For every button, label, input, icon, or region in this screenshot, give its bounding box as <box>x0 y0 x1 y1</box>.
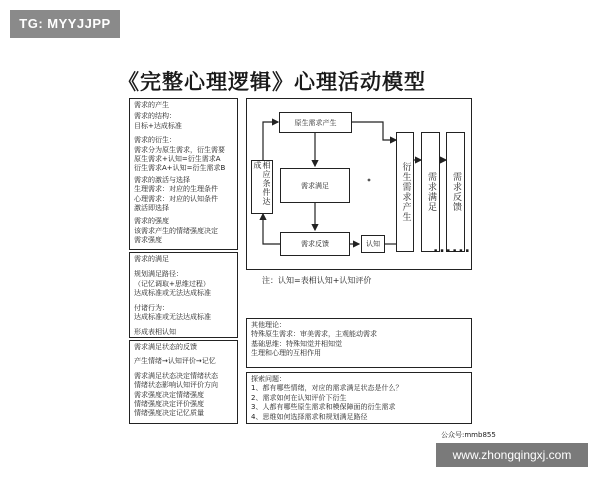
box-line: 目标+达成标准 <box>134 121 182 130</box>
box-line: 特殊原生需求：审美需求，主观能动需求 <box>251 330 377 339</box>
arrow-origin-to-derived <box>352 122 396 140</box>
box-line: 需求强度 <box>134 236 162 245</box>
box-line: 达成标准或无法达成标准 <box>134 289 211 298</box>
box-line: 探索问题： <box>251 375 286 383</box>
other-theory-box <box>246 318 472 368</box>
box-line: 产生情绪→认知评价→记忆 <box>134 357 216 366</box>
box-line: 付诸行为： <box>134 303 169 312</box>
cognition-note: 注：认知=表相认知+认知评价 <box>262 276 372 285</box>
box-line: 需求的强度 <box>134 217 169 226</box>
condition-node: 相应条件达成 <box>251 160 273 214</box>
box-line: （记忆调取+思维过程） <box>134 279 210 288</box>
box-line: 4、思维如何选择需求和规划满足路径 <box>251 412 368 421</box>
tg-watermark-tag: TG: MYYJJPP <box>10 10 120 38</box>
arrow-feedback-to-condition <box>263 214 280 244</box>
box-line: 衍生需求A+认知=衍生需求B <box>134 164 226 173</box>
origin-need-node: 原生需求产生 <box>279 112 352 133</box>
box-line: 需求满足状态决定情绪状态 <box>134 371 218 380</box>
box-line: 生理和心理的互相作用 <box>251 349 321 358</box>
box-line: 需求的产生 <box>134 101 169 109</box>
derived-feedback-node: 需求反馈 <box>446 132 465 252</box>
arrow-condition-to-origin <box>263 122 278 160</box>
box-line: 1、都有哪些情绪，对应的需求满足状态是什么？ <box>251 384 403 393</box>
box-line: 情绪强度决定记忆质量 <box>134 409 204 418</box>
box-line: 其他理论： <box>251 321 286 329</box>
dot-marker <box>368 179 371 182</box>
box-line: 情绪强度决定评价强度 <box>134 400 204 409</box>
box-line: 基础思维：特殊知觉并相知觉 <box>251 339 342 348</box>
feedback-node: 需求反馈 <box>280 232 350 256</box>
box-line: 生理需求：对应的生理条件 <box>134 185 218 194</box>
box-line: 规划满足路径： <box>134 270 183 279</box>
box-line: 需求分为原生需求，衍生需要 <box>134 145 225 154</box>
box-line: 形成表相认知 <box>134 328 176 337</box>
box-line: 需求的衍生： <box>134 136 176 145</box>
box-line: 心理需求：对应的认知条件 <box>134 194 218 203</box>
box-line: 需求的激活与选择 <box>134 175 190 184</box>
box-line: 需求的满足 <box>134 255 169 263</box>
box-line: 情绪状态影响认知评价方向 <box>134 381 218 390</box>
cognition-node: 认知 <box>361 235 385 253</box>
box-line: 2、需求如何在认知评价下衍生 <box>251 393 347 402</box>
box-line: 原生需求+认知=衍生需求A <box>134 155 221 164</box>
box-line: 激活即选择 <box>134 204 169 213</box>
satisfy-node: 需求满足 <box>280 168 350 203</box>
ellipsis-dots: ...... <box>433 240 471 256</box>
box-line: 需求满足状态的反馈 <box>134 343 197 351</box>
discussion-box <box>246 372 472 424</box>
footer-watermark: www.zhongqingxj.com <box>436 443 588 467</box>
box-line: 需求强度决定情绪强度 <box>134 390 204 399</box>
box-line: 该需求产生的情绪强度决定 <box>134 226 218 235</box>
account-label: 公众号:mmb855 <box>441 431 496 439</box>
derived-need-node: 衍生需求产生 <box>396 132 414 252</box>
diagram-title: 《完整心理逻辑》心理活动模型 <box>118 70 426 94</box>
box-line: 需求的结构： <box>134 112 176 121</box>
box-line: 达成标准或无法达成标准 <box>134 313 211 322</box>
derived-satisfy-node: 需求满足 <box>421 132 440 252</box>
box-line: 3、人都有哪些原生需求和模保障面的衍生需求 <box>251 403 396 412</box>
